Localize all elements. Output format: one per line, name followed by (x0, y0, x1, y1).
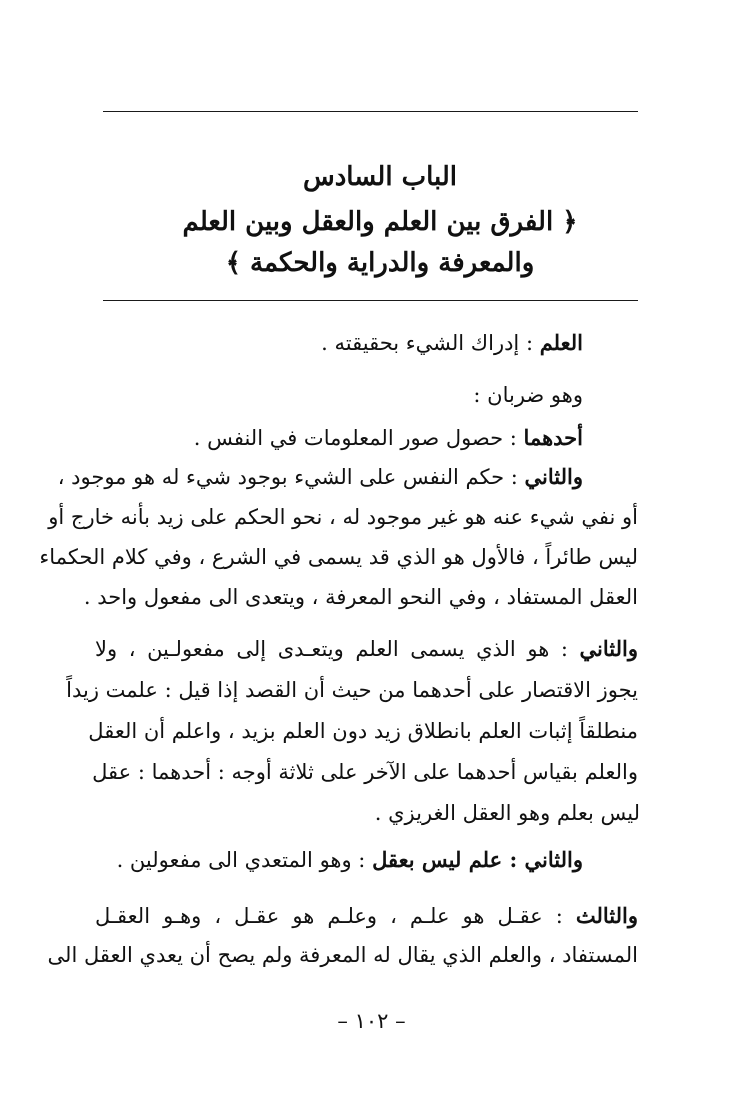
text-line: المستفاد ، والعلم الذي يقال له المعرفة ولم يصح أن يعدي العقل الى (47, 943, 638, 967)
term-label: أحدهما (523, 425, 583, 450)
text-span: : وهو المتعدي الى مفعولين . (116, 848, 373, 872)
term-label: والثاني : علم ليس بعقل (372, 847, 583, 872)
text-line: ليس طائراً ، فالأول هو الذي قد يسمى في الشرع ، وفي كلام الحكماء (39, 545, 638, 569)
text-span: : عقـل هو علـم ، وعلـم هو عقـل ، وهـو العقـل (95, 904, 576, 928)
top-rule (103, 111, 638, 112)
bottom-rule (103, 300, 638, 301)
text-span: : حكم النفس على الشيء بوجود شيء له هو موجود ، (57, 465, 525, 489)
definition-line (321, 328, 583, 358)
term-label: والثاني (579, 636, 638, 661)
definition-line (58, 462, 583, 492)
definition-line (117, 845, 583, 875)
text-line: منطلقاً إثبات العلم بانطلاق زيد دون العلم بزيد ، واعلم أن العقل (88, 719, 638, 743)
text-span: : إدراك الشيء بحقيقته . (321, 331, 540, 355)
definition-line (194, 423, 583, 453)
text-line: العقل المستفاد ، وفي النحو المعرفة ، ويتعدى الى مفعول واحد . (83, 585, 638, 609)
text-line: وهو ضربان : (473, 383, 583, 407)
text-span: : هو الذي يسمى العلم ويتعـدى إلى مفعولـين ، ولا (95, 637, 580, 661)
chapter-subtitle-line-2: والمعرفة والدراية والحكمة ﴾ (225, 248, 535, 278)
definition-line (95, 634, 638, 664)
definition-line (95, 901, 638, 931)
term-label: والثاني (524, 464, 583, 489)
chapter-title: الباب السادس (302, 162, 458, 192)
text-line: يجوز الاقتصار على أحدهما من حيث أن القصد إذا قيل : علمت زيداً (66, 678, 638, 702)
page-number: – ١٠٢ – (337, 1009, 406, 1033)
text-line: أو نفي شيء عنه هو غير موجود له ، نحو الحكم على زيد بأنه خارج أو (48, 505, 638, 529)
term-label: والثالث (575, 903, 638, 928)
term-label: العلم (539, 330, 583, 355)
chapter-subtitle-line-1: ﴿ الفرق بين العلم والعقل وبين العلم (182, 207, 578, 237)
text-span: : حصول صور المعلومات في النفس . (193, 426, 524, 450)
text-line: ليس بعلم وهو العقل الغريزي . (374, 801, 640, 825)
text-line: والعلم بقياس أحدهما على الآخر على ثلاثة أوجه : أحدهما : عقل (92, 760, 638, 784)
